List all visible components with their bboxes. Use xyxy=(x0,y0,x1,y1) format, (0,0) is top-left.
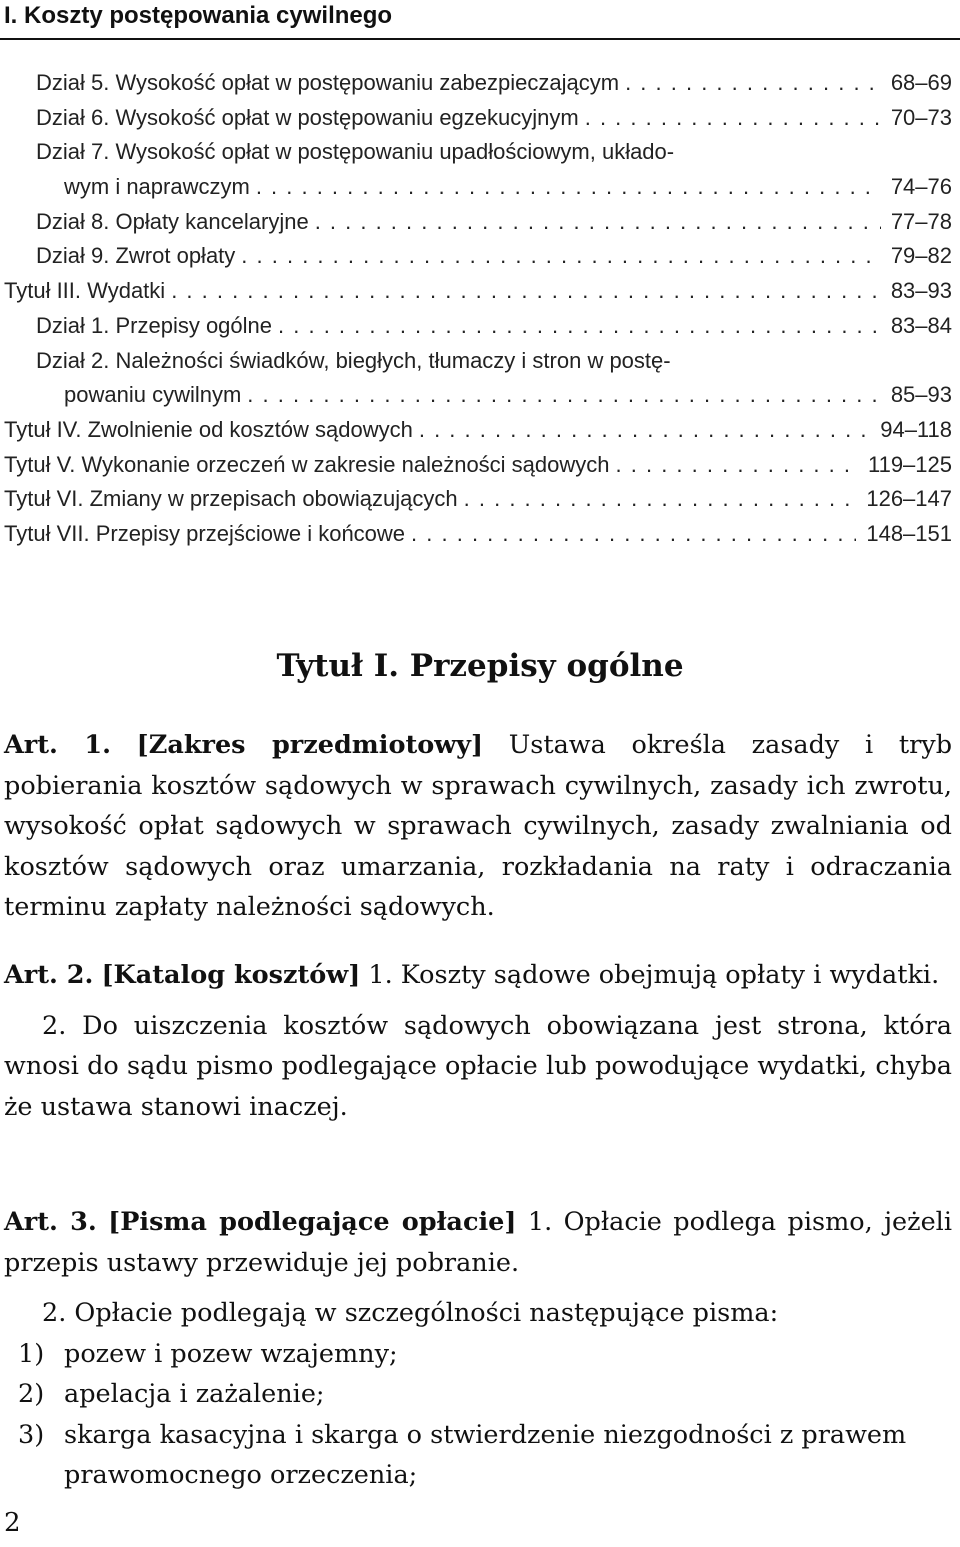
toc-leader xyxy=(256,170,881,205)
toc-leader xyxy=(585,101,881,136)
article-2 xyxy=(4,955,952,1127)
article-paragraph: 2. Opłacie podlegają w szczególności następujące pisma: xyxy=(42,1298,779,1328)
article-text: 1. Opłacie podlega pismo, jeżeli przepis ustawy przewiduje jej pobranie. xyxy=(4,1207,952,1278)
toc-entry-text: Dział 8. Opłaty kancelaryjne xyxy=(36,205,315,240)
article-heading: [Pisma podlegające opłacie] xyxy=(108,1207,517,1237)
toc-entry xyxy=(0,274,952,309)
list-item xyxy=(4,1334,952,1375)
article-number: Art. 1. xyxy=(4,730,111,760)
toc-entry xyxy=(0,66,952,101)
toc-entry xyxy=(0,135,952,170)
page-number: 2 xyxy=(4,1508,21,1538)
toc-entry xyxy=(0,344,952,379)
toc-entry-pages: 83–93 xyxy=(881,274,952,309)
toc-entry-text: Dział 7. Wysokość opłat w postępowaniu upadłościowym, układo- xyxy=(36,135,680,170)
toc-entry-text: Dział 9. Zwrot opłaty xyxy=(36,239,241,274)
toc-leader xyxy=(419,413,870,448)
toc-entry xyxy=(0,205,952,240)
toc-entry-text: Tytuł VII. Przepisy przejściowe i końcowe xyxy=(4,517,411,552)
article-heading: [Katalog kosztów] xyxy=(101,960,361,990)
toc-entry-pages: 126–147 xyxy=(856,482,952,517)
toc-entry-text: wym i naprawczym xyxy=(64,170,256,205)
toc-entry-pages: 79–82 xyxy=(881,239,952,274)
toc-entry-text: Dział 6. Wysokość opłat w postępowaniu egzekucyjnym xyxy=(36,101,585,136)
header-rule xyxy=(0,38,960,40)
list-item-text: skarga kasacyjna i skarga o stwierdzenie niezgodności z prawem prawomocnego orzeczenia; xyxy=(64,1419,907,1490)
toc-entry xyxy=(0,413,952,448)
toc-entry-pages: 83–84 xyxy=(881,309,952,344)
toc-entry-text: Dział 1. Przepisy ogólne xyxy=(36,309,278,344)
article-3 xyxy=(4,1202,952,1496)
toc-entry xyxy=(0,482,952,517)
toc-entry-text: Dział 2. Należności świadków, biegłych, tłumaczy i stron w postę- xyxy=(36,344,677,379)
toc-entry xyxy=(0,101,952,136)
toc-leader xyxy=(171,274,881,309)
toc-entry xyxy=(0,309,952,344)
article-1 xyxy=(4,725,952,928)
article-heading: [Zakres przedmiotowy] xyxy=(136,730,484,760)
list-item xyxy=(4,1415,952,1496)
toc-entry xyxy=(0,448,952,483)
table-of-contents xyxy=(0,66,952,552)
article-number: Art. 2. xyxy=(4,960,94,990)
toc-leader xyxy=(625,66,881,101)
article-text: 1. Koszty sądowe obejmują opłaty i wydatki. xyxy=(360,960,940,990)
article-paragraph xyxy=(4,955,952,996)
toc-entry-text: Tytuł IV. Zwolnienie od kosztów sądowych xyxy=(4,413,419,448)
toc-entry xyxy=(0,239,952,274)
list-item-number: 3) xyxy=(18,1419,45,1450)
toc-entry-continuation xyxy=(0,170,952,205)
toc-entry-continuation xyxy=(0,378,952,413)
article-number: Art. 3. xyxy=(4,1207,97,1237)
toc-entry-pages: 119–125 xyxy=(858,448,952,483)
toc-leader xyxy=(247,378,881,413)
section-title: Tytuł I. Przepisy ogólne xyxy=(276,648,684,684)
list-item-number: 2) xyxy=(18,1379,45,1409)
toc-entry-pages: 70–73 xyxy=(881,101,952,136)
toc-entry-pages: 77–78 xyxy=(881,205,952,240)
toc-entry-pages: 148–151 xyxy=(856,517,952,552)
toc-entry-pages: 74–76 xyxy=(881,170,952,205)
toc-leader xyxy=(241,239,881,274)
toc-leader xyxy=(616,448,858,483)
toc-entry-text: powaniu cywilnym xyxy=(64,378,247,413)
article-paragraph: 2. Do uiszczenia kosztów sądowych obowiązana jest strona, która wnosi do sądu pismo podlegające opłacie lub powodujące wydatki, chyba że ustawa stanowi inaczej. xyxy=(4,1010,952,1122)
toc-entry-text: Dział 5. Wysokość opłat w postępowaniu zabezpieczającym xyxy=(36,66,625,101)
list-item-text: apelacja i zażalenie; xyxy=(64,1379,325,1409)
toc-entry xyxy=(0,517,952,552)
toc-entry-pages: 94–118 xyxy=(870,413,952,448)
toc-leader xyxy=(464,482,857,517)
list-item xyxy=(4,1374,952,1415)
list-item-number: 1) xyxy=(18,1338,45,1369)
running-header: I. Koszty postępowania cywilnego xyxy=(4,2,393,29)
toc-entry-text: Tytuł III. Wydatki xyxy=(4,274,171,309)
toc-entry-text: Tytuł V. Wykonanie orzeczeń w zakresie należności sądowych xyxy=(4,448,616,483)
article-text: Ustawa określa zasady i tryb pobierania kosztów sądowych w sprawach cywilnych, zasady ich zwrotu, wysokość opłat sądowych w sprawach cywilnych, zasady zwalniania od kosztów sądowych oraz umarzania, rozkładania na raty i odraczania terminu zapłaty należności sądowych. xyxy=(4,730,953,922)
toc-entry-pages: 85–93 xyxy=(881,378,952,413)
toc-leader xyxy=(315,205,881,240)
toc-entry-pages: 68–69 xyxy=(881,66,952,101)
toc-entry-text: Tytuł VI. Zmiany w przepisach obowiązujących xyxy=(4,482,464,517)
article-paragraph xyxy=(4,725,952,928)
list-item-text: pozew i pozew wzajemny; xyxy=(64,1338,398,1369)
toc-leader xyxy=(411,517,856,552)
toc-leader xyxy=(278,309,881,344)
article-paragraph xyxy=(4,1202,952,1283)
